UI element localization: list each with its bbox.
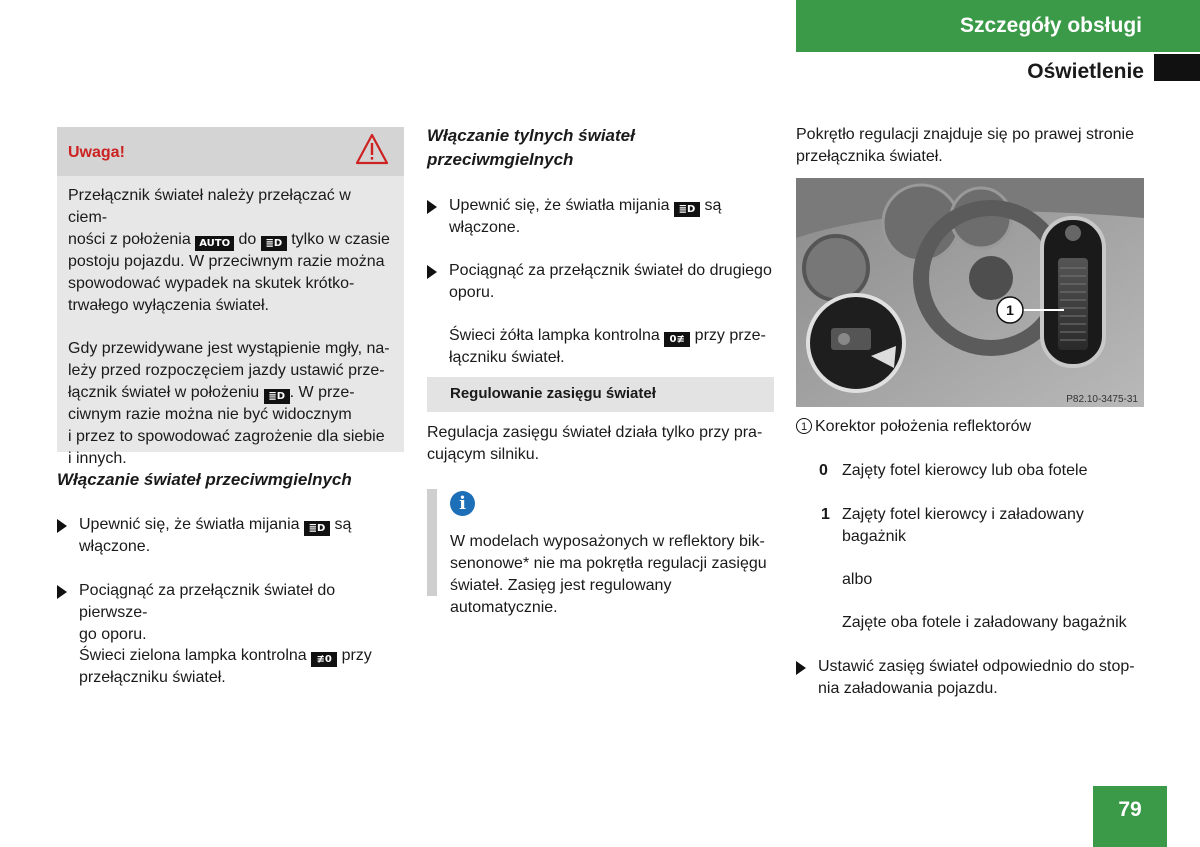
- bullet-arrow-icon: [57, 519, 67, 533]
- position-0-number: 0: [819, 462, 828, 479]
- bullet-arrow-icon: [427, 200, 437, 214]
- low-beam-symbol-icon: ≣D: [264, 389, 290, 404]
- bullet-arrow-icon: [796, 661, 806, 675]
- front-fog-heading: Włączanie świateł przeciwmgielnych: [57, 470, 352, 489]
- low-beam-symbol-icon: ≣D: [304, 521, 330, 536]
- auto-light-symbol-icon: AUTO: [195, 236, 234, 251]
- info-text: W modelach wyposażonych w reflektory bik- senonowe* nie ma pokrętła regulacji zasięgu świateł. Zasięg jest regulowany automatycznie.: [450, 533, 767, 616]
- warning-text: [68, 185, 394, 491]
- warning-paragraph-1: Przełącznik świateł należy przełączać w ciem- ności z położenia AUTO do ≣D tylko w czasie postoju pojazdu. W przeciwnym razie można spowodować wypadek na skutek krótko- trwałego wyłączenia świateł.: [68, 187, 390, 314]
- position-1-number: 1: [821, 506, 830, 523]
- position-1b-text: Zajęte oba fotele i załadowany bagażnik: [842, 614, 1127, 631]
- fog-lamp-indicator-icon: ≢0: [311, 652, 337, 667]
- bullet-arrow-icon: [57, 585, 67, 599]
- info-side-bar: [427, 489, 437, 596]
- section-banner: Szczegóły obsługi: [796, 0, 1200, 52]
- front-fog-step-1: Upewnić się, że światła mijania ≣D są włączone.: [57, 514, 407, 558]
- rear-fog-step-2: Pociągnąć za przełącznik świateł do drugiego oporu.: [427, 260, 777, 304]
- chapter-marker: [1154, 54, 1200, 81]
- warning-title: Uwaga!: [68, 144, 125, 161]
- front-fog-step-2: Pociągnąć za przełącznik świateł do pierwsze- go oporu.: [57, 580, 407, 646]
- low-beam-symbol-icon: ≣D: [674, 202, 700, 217]
- low-beam-symbol-icon: ≣D: [261, 236, 287, 251]
- right-intro: Pokrętło regulacji znajduje się po prawej stronie przełącznika świateł.: [796, 126, 1134, 165]
- range-text: Regulacja zasięgu świateł działa tylko przy pra- cującym silniku.: [427, 424, 763, 463]
- page-number: 79: [1093, 786, 1167, 847]
- position-1-text: Zajęty fotel kierowcy i załadowany bagażnik: [842, 506, 1084, 545]
- photo-code: P82.10-3475-31: [1066, 394, 1138, 405]
- bullet-arrow-icon: [427, 265, 437, 279]
- rear-fog-note: Świeci żółta lampka kontrolna 0≢ przy prze- łączniku świateł.: [449, 327, 766, 366]
- legend-item: 1 Korektor położenia reflektorów: [796, 416, 1156, 438]
- albo-text: albo: [842, 571, 873, 588]
- chapter-title: Oświetlenie: [1027, 60, 1144, 83]
- headlamp-range-control-photo: [796, 178, 1144, 407]
- rear-fog-step-1: Upewnić się, że światła mijania ≣D są włączone.: [427, 195, 777, 239]
- rear-fog-indicator-icon: 0≢: [664, 332, 690, 347]
- range-step: Ustawić zasięg świateł odpowiednio do stop- nia załadowania pojazdu.: [796, 656, 1156, 700]
- photo-callout: 1: [1006, 302, 1014, 318]
- legend-number-icon: 1: [796, 418, 812, 434]
- rear-fog-heading: Włączanie tylnych świateł przeciwmgielnych: [427, 126, 635, 169]
- info-icon: i: [450, 491, 475, 516]
- warning-paragraph-2: Gdy przewidywane jest wystąpienie mgły, na- leży przed rozpoczęciem jazdy ustawić prze- łącznik świateł w położeniu ≣D . W prze- ciwnym razie można nie być widocznym i przez to spowodować zagrożenie dla siebie i innych.: [68, 340, 390, 467]
- range-heading: Regulowanie zasięgu świateł: [450, 385, 656, 402]
- front-fog-note: Świeci zielona lampka kontrolna ≢0 przy przełączniku świateł.: [79, 647, 372, 686]
- warning-triangle-icon: [355, 133, 389, 165]
- position-0-text: Zajęty fotel kierowcy lub oba fotele: [842, 462, 1088, 479]
